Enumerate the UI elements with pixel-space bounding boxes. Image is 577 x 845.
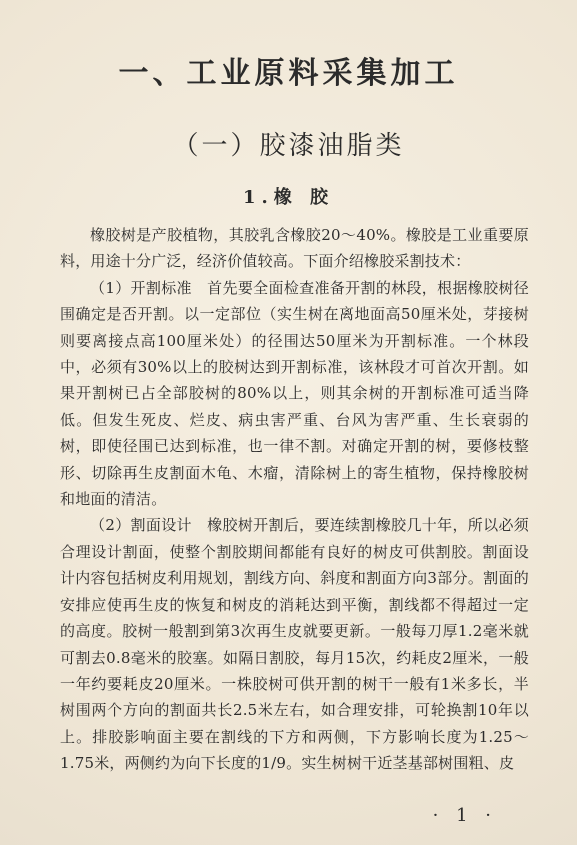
body-text xyxy=(60,222,529,777)
paragraph-intro: 橡胶树是产胶植物，其胶乳含橡胶20～40%。橡胶是工业重要原料，用途十分广泛，经济价值较高。下面介绍橡胶采割技术： xyxy=(60,226,529,271)
category-title: （一）胶漆油脂类 xyxy=(172,131,405,161)
paragraph-tapping-standard: （1）开割标准 首先要全面检查准备开割的林段，根据橡胶树径围确定是否开割。以一定部位（实生树在离地面高50厘米处，芽接树则要离接点高100厘米处）的径围达50厘米为开割标准。一个林段中，必须有30%以上的胶树达到开割标准，该林段才可首次开割。如果开割树已占全部胶树的80%以上，则其余树的开割标准可适当降低。但发生死皮、烂皮、病虫害严重、台风为害严重、生长衰弱的树，即使径围已达到标准，也一律不割。对确定开割的树，要修枝整形、切除再生皮割面木龟、木瘤，清除树上的寄生植物，保持橡胶树和地面的清洁。 xyxy=(60,278,529,509)
section-title: 1.橡 胶 xyxy=(242,187,335,208)
page-number: · 1 · xyxy=(432,805,497,826)
chapter-title: 一、工业原料采集加工 xyxy=(118,56,459,91)
paragraph-panel-design: （2）割面设计 橡胶树开割后，要连续割橡胶几十年，所以必须合理设计割面，使整个割胶期间都能有良好的树皮可供割胶。割面设计内容包括树皮利用规划，割线方向、斜度和割面方向3部分。割面的安排应使再生皮的恢复和树皮的消耗达到平衡，割线都不得超过一定的高度。胶树一般割到第3次再生皮就要更新。一般每刀厚1.2毫米就可割去0.8毫米的胶塞。如隔日割胶，每月15次，约耗皮2厘米，一般一年约要耗皮20厘米。一株胶树可供开割的树干一般有1米多长，半树围两个方向的割面共长2.5米左右，如合理安排，可轮换割10年以上。排胶影响面主要在割线的下方和两侧，下方影响长度为1.25～1.75米，两侧约为向下长度的1/9。实生树树干近茎基部树围粗、皮 xyxy=(60,516,529,773)
